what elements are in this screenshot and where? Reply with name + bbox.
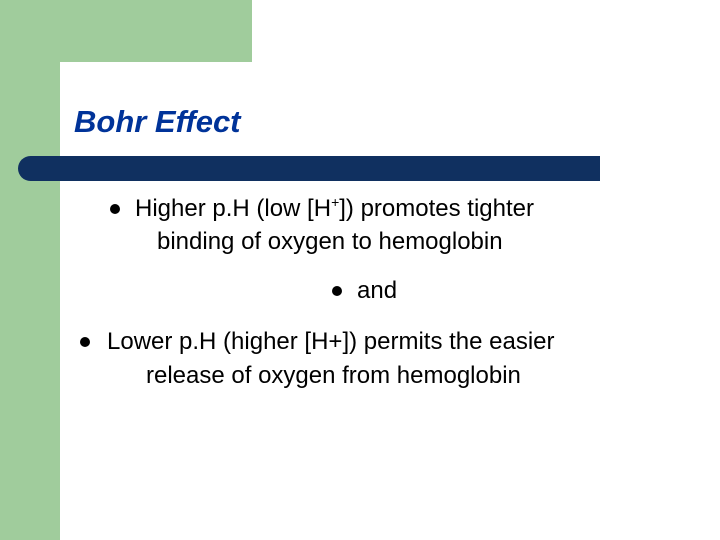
bullet-2-text: and [357, 277, 398, 304]
bullet-1-suffix: ]) promotes tighter [339, 195, 534, 222]
green-corner-block [0, 0, 252, 62]
green-side-bar [0, 0, 60, 540]
title-underline-bar [18, 156, 600, 181]
bullet-1-superscript: + [331, 194, 340, 210]
bullet-3-line-2: release of oxygen from hemoglobin [146, 362, 521, 389]
bullet-1-prefix: Higher p.H (low [H [135, 195, 332, 222]
bullet-1-line-2: binding of oxygen to hemoglobin [157, 228, 503, 255]
bullet-2-dot [332, 286, 342, 296]
slide-title: Bohr Effect [74, 104, 241, 139]
bullet-3-dot [80, 337, 90, 347]
bullet-3-line-1: Lower p.H (higher [H+]) permits the easier [107, 328, 555, 355]
bullet-1-line-1 [135, 192, 534, 226]
bullet-1-dot [110, 204, 120, 214]
